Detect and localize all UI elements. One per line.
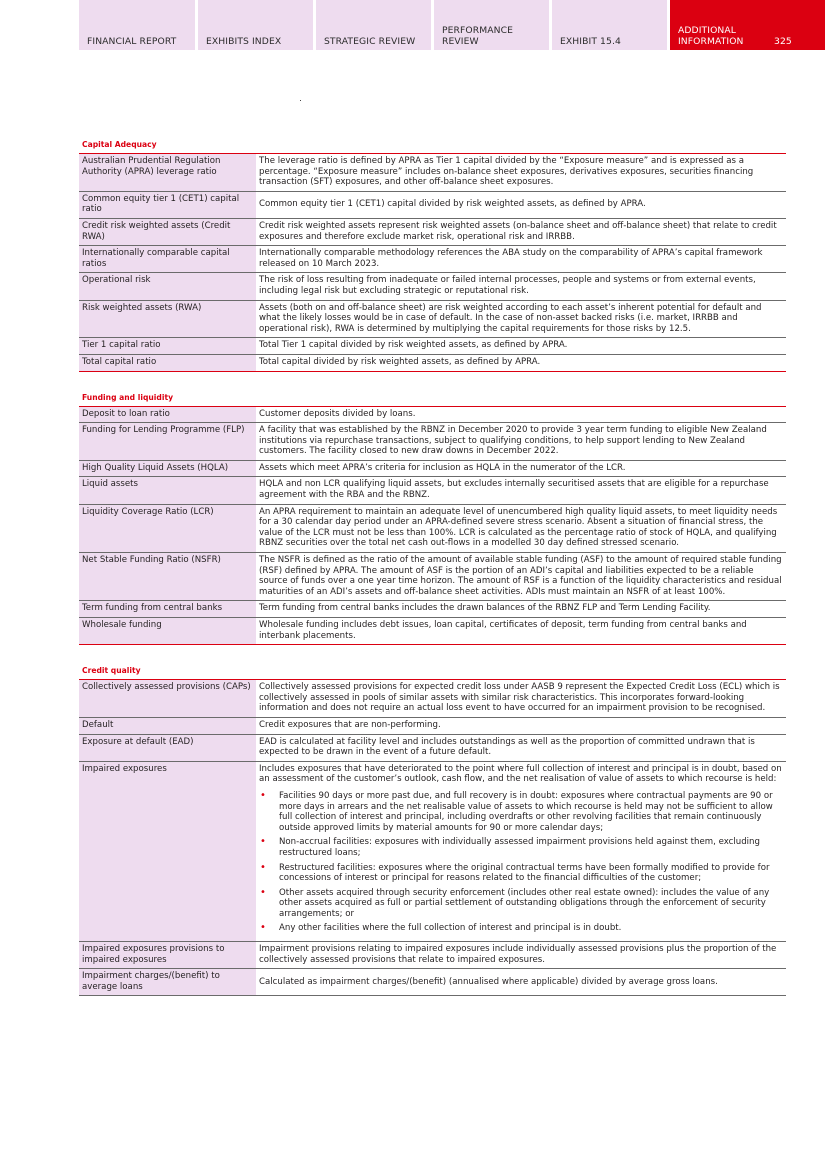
table-row	[79, 218, 786, 245]
term-cell: Deposit to loan ratio	[79, 407, 256, 423]
definition-cell: Total Tier 1 capital divided by risk weighted assets, as defined by APRA.	[256, 338, 786, 355]
definition-cell: Collectively assessed provisions for expected credit loss under AASB 9 represent the Expected Credit Loss (ECL) which is collectively assessed in pools of similar assets with similar risk characteristics. This incorporates forward-looking information and does not require an actual loss event to have occurred for an impairment provision to be recognised.	[256, 680, 786, 717]
table-row	[79, 553, 786, 601]
definition-cell: Common equity tier 1 (CET1) capital divided by risk weighted assets, as defined by APRA.	[256, 191, 786, 218]
definition-cell: Internationally comparable methodology references the ABA study on the comparability of APRA’s capital framework released on 10 March 2023.	[256, 246, 786, 273]
definition-cell: Calculated as impairment charges/(benefit) (annualised where applicable) divided by average gross loans.	[256, 969, 786, 996]
definition-cell: Impairment provisions relating to impaired exposures include individually assessed provisions plus the proportion of the collectively assessed provisions that relate to impaired exposures.	[256, 942, 786, 969]
term-cell: Impaired exposures	[79, 761, 256, 941]
term-cell: Internationally comparable capital ratios	[79, 246, 256, 273]
table-row	[79, 942, 786, 969]
definition-cell: EAD is calculated at facility level and includes outstandings as well as the proportion of committed undrawn that is expected to be drawn in the event of a future default.	[256, 734, 786, 761]
term-cell: Impairment charges/(benefit) to average loans	[79, 969, 256, 996]
definition-cell: Term funding from central banks includes the drawn balances of the RBNZ FLP and Term Lending Facility.	[256, 601, 786, 618]
tab-strategic-review[interactable]: STRATEGIC REVIEW	[316, 0, 431, 50]
term-cell: Funding for Lending Programme (FLP)	[79, 423, 256, 461]
table-row	[79, 717, 786, 734]
tab-additional-information[interactable]	[670, 0, 825, 50]
table-row	[79, 423, 786, 461]
table-row	[79, 618, 786, 645]
bullet-item: • Any other facilities where the full collection of interest and principal is in doubt.	[279, 923, 783, 934]
table-row	[79, 460, 786, 477]
page-number: 325	[774, 36, 792, 47]
tab-performance-review[interactable]: PERFORMANCE REVIEW	[434, 0, 549, 50]
definition-cell: A facility that was established by the RBNZ in December 2020 to provide 3 year term funding to eligible New Zealand institutions via repurchase transactions, subject to qualifying conditions, to help support lending to New Zealand customers. The facility closed to new draw downs in December 2022.	[256, 423, 786, 461]
term-cell: Total capital ratio	[79, 354, 256, 371]
table-row	[79, 761, 786, 941]
definition-cell: Credit exposures that are non-performing.	[256, 717, 786, 734]
table-row	[79, 246, 786, 273]
section-title-credit-quality: Credit quality	[79, 663, 786, 680]
table-row	[79, 273, 786, 300]
table-row	[79, 969, 786, 996]
term-cell: Wholesale funding	[79, 618, 256, 645]
term-cell: Common equity tier 1 (CET1) capital ratio	[79, 191, 256, 218]
term-cell: Liquidity Coverage Ratio (LCR)	[79, 504, 256, 552]
term-cell: Exposure at default (EAD)	[79, 734, 256, 761]
tab-additional-information-label: ADDITIONAL INFORMATION	[678, 25, 744, 47]
term-cell: Collectively assessed provisions (CAPs)	[79, 680, 256, 717]
table-row	[79, 300, 786, 338]
term-cell: Term funding from central banks	[79, 601, 256, 618]
definition-cell: The risk of loss resulting from inadequate or failed internal processes, people and systems or from external events, including legal risk but excluding strategic or reputational risk.	[256, 273, 786, 300]
table-row	[79, 191, 786, 218]
definition-cell: HQLA and non LCR qualifying liquid assets, but excludes internally securitised assets that are eligible for a repurchase agreement with the RBA and the RBNZ.	[256, 477, 786, 504]
definition-cell: The leverage ratio is defined by APRA as Tier 1 capital divided by the “Exposure measure” and is expressed as a percentage. “Exposure measure” includes on-balance sheet exposures, derivatives exposures, securities financing transaction (SFT) exposures, and other off-balance sheet exposures.	[256, 154, 786, 191]
term-cell: Net Stable Funding Ratio (NSFR)	[79, 553, 256, 601]
table-row	[79, 601, 786, 618]
bullet-item: • Facilities 90 days or more past due, and full recovery is in doubt: exposures where contractual payments are 90 or more days in arrears and the net realisable value of assets to which recourse is held may not be sufficient to allow full collection of interest and principal, including overdrafts or other revolving facilities that remain continuously outside approved limits by material amounts for 90 or more calendar days;	[279, 791, 783, 833]
table-row	[79, 407, 786, 423]
table-row	[79, 154, 786, 191]
table-row	[79, 680, 786, 717]
tab-exhibit-15-4[interactable]: EXHIBIT 15.4	[552, 0, 667, 50]
section-title-funding-and-liquidity: Funding and liquidity	[79, 390, 786, 407]
term-cell: Impaired exposures provisions to impaired exposures	[79, 942, 256, 969]
definition-cell: Credit risk weighted assets represent risk weighted assets (on-balance sheet and off-balance sheet) that relate to credit exposures and therefore exclude market risk, operational risk and IRRBB.	[256, 218, 786, 245]
term-cell: Tier 1 capital ratio	[79, 338, 256, 355]
term-cell: Risk weighted assets (RWA)	[79, 300, 256, 338]
term-cell: High Quality Liquid Assets (HQLA)	[79, 460, 256, 477]
section-title-capital-adequacy: Capital Adequacy	[79, 137, 786, 154]
glossary-table-credit-quality	[79, 680, 786, 996]
table-row	[79, 477, 786, 504]
definition-cell: An APRA requirement to maintain an adequate level of unencumbered high quality liquid assets, to meet liquidity needs for a 30 calendar day period under an APRA-defined severe stress scenario. Absent a situation of financial stress, the value of the LCR must not be less than 100%. LCR is calculated as the percentage ratio of stock of HQLA, and qualifying RBNZ securities over the total net cash out-flows in a modelled 30 day defined stressed scenario.	[256, 504, 786, 552]
top-navigation	[79, 0, 825, 50]
definition-cell: Customer deposits divided by loans.	[256, 407, 786, 423]
term-cell: Liquid assets	[79, 477, 256, 504]
stray-mark	[300, 100, 301, 101]
bullet-item: • Restructured facilities: exposures where the original contractual terms have been formally modified to provide for concessions of interest or principal for reasons related to the financial difficulties of the customer;	[279, 863, 783, 884]
bullet-item: • Other assets acquired through security enforcement (includes other real estate owned): includes the value of any other assets acquired as full or partial settlement of outstanding obligations through the enforcement of security arrangements; or	[279, 888, 783, 920]
term-cell: Operational risk	[79, 273, 256, 300]
bullet-list	[259, 791, 783, 934]
definition-cell: Wholesale funding includes debt issues, loan capital, certificates of deposit, term funding from central banks and interbank placements.	[256, 618, 786, 645]
definition-cell: The NSFR is defined as the ratio of the amount of available stable funding (ASF) to the amount of required stable funding (RSF) defined by APRA. The amount of ASF is the portion of an ADI’s capital and liabilities expected to be a reliable source of funds over a one year time horizon. The amount of RSF is a function of the liquidity characteristics and residual maturities of an ADI’s assets and off-balance sheet activities. ADIs must maintain an NSFR of at least 100%.	[256, 553, 786, 601]
term-cell: Default	[79, 717, 256, 734]
table-row	[79, 354, 786, 371]
definition-text: Includes exposures that have deteriorated to the point where full collection of interest and principal is in doubt, based on an assessment of the customer’s outlook, cash flow, and the net realisation of value of assets to which recourse is held:	[259, 763, 782, 785]
glossary-table-funding-and-liquidity	[79, 407, 786, 646]
definition-cell: Assets which meet APRA’s criteria for inclusion as HQLA in the numerator of the LCR.	[256, 460, 786, 477]
tab-financial-report[interactable]: FINANCIAL REPORT	[79, 0, 195, 50]
tab-exhibits-index[interactable]: EXHIBITS INDEX	[198, 0, 313, 50]
glossary-table-capital-adequacy	[79, 154, 786, 372]
definition-cell	[256, 761, 786, 941]
definition-cell: Total capital divided by risk weighted assets, as defined by APRA.	[256, 354, 786, 371]
table-row	[79, 338, 786, 355]
glossary-content	[79, 137, 786, 996]
term-cell: Australian Prudential Regulation Authority (APRA) leverage ratio	[79, 154, 256, 191]
definition-cell: Assets (both on and off-balance sheet) are risk weighted according to each asset’s inherent potential for default and what the likely losses would be in case of default. In the case of non-asset backed risks (i.e. market, IRRBB and operational risk), RWA is determined by multiplying the capital requirements for those risks by 12.5.	[256, 300, 786, 338]
term-cell: Credit risk weighted assets (Credit RWA)	[79, 218, 256, 245]
table-row	[79, 504, 786, 552]
table-row	[79, 734, 786, 761]
bullet-item: • Non-accrual facilities: exposures with individually assessed impairment provisions held against them, excluding restructured loans;	[279, 837, 783, 858]
